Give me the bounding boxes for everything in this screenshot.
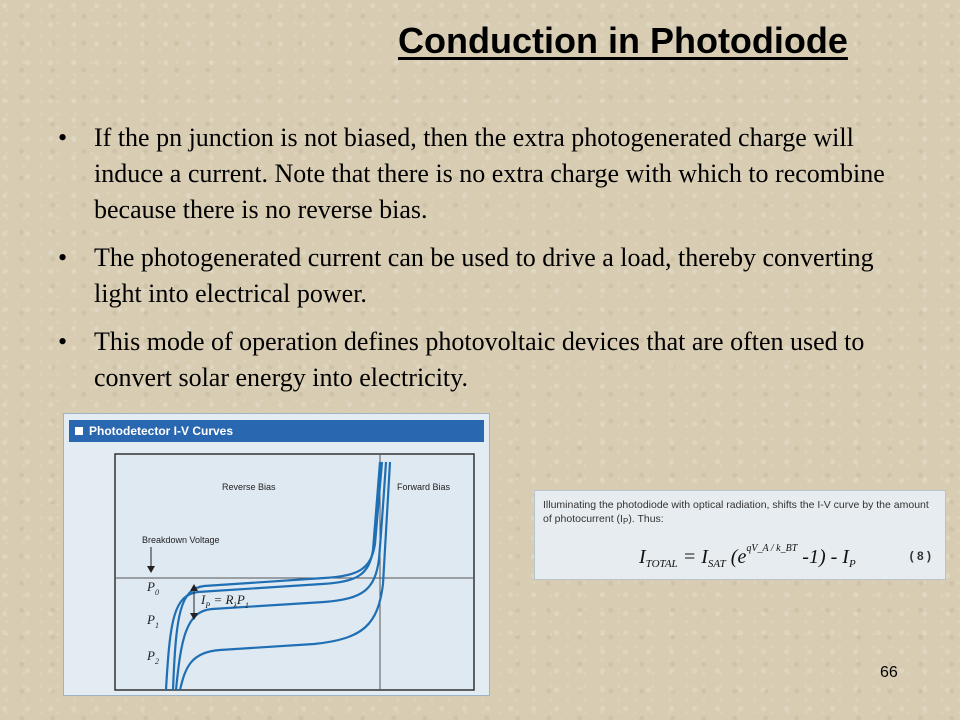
iv-curve-figure [63, 413, 490, 696]
ip-equation-label: $I_P = R_\lambda P_1$ [201, 592, 249, 610]
bullet-text: This mode of operation defines photovoltaic devices that are often used to convert solar energy into electricity. [94, 327, 865, 392]
bullet-icon: • [58, 243, 68, 272]
bullet-item [58, 120, 918, 228]
breakdown-voltage-label: Breakdown Voltage [142, 535, 220, 545]
p1-label: $P_1$ [147, 612, 159, 630]
p0-label: $P_0$ [147, 579, 159, 597]
bullet-icon: • [58, 123, 68, 152]
forward-bias-label: Forward Bias [397, 482, 451, 492]
bullet-icon: • [58, 327, 68, 356]
equation-caption: Illuminating the photodiode with optical radiation, shifts the I-V curve by the amount of photocurrent (IP). Thus: [543, 499, 929, 526]
equation-box [534, 490, 946, 580]
bullet-item [58, 324, 918, 396]
bullet-item [58, 240, 918, 312]
p2-label: $P_2$ [147, 648, 159, 666]
photocurrent-equation: $I_{TOTAL} = I_{SAT}$ ($e^{qV\_A / k\_BT}$ $-1) - I_P$ [639, 543, 856, 570]
bullet-text: If the pn junction is not biased, then the extra photogenerated charge will induce a current. Note that there is no extra charge with which to recombine because there is no reverse bias. [94, 123, 885, 224]
figure-header-text: Photodetector I-V Curves [89, 424, 234, 438]
page-number: 66 [880, 664, 898, 681]
bullet-list [58, 120, 918, 408]
slide-title: Conduction in Photodiode [398, 20, 848, 61]
reverse-bias-label: Reverse Bias [222, 482, 276, 492]
bullet-text: The photogenerated current can be used to drive a load, thereby converting light into electrical power. [94, 243, 874, 308]
equation-number: ( 8 ) [909, 549, 931, 563]
iv-curve-plot [64, 414, 490, 696]
